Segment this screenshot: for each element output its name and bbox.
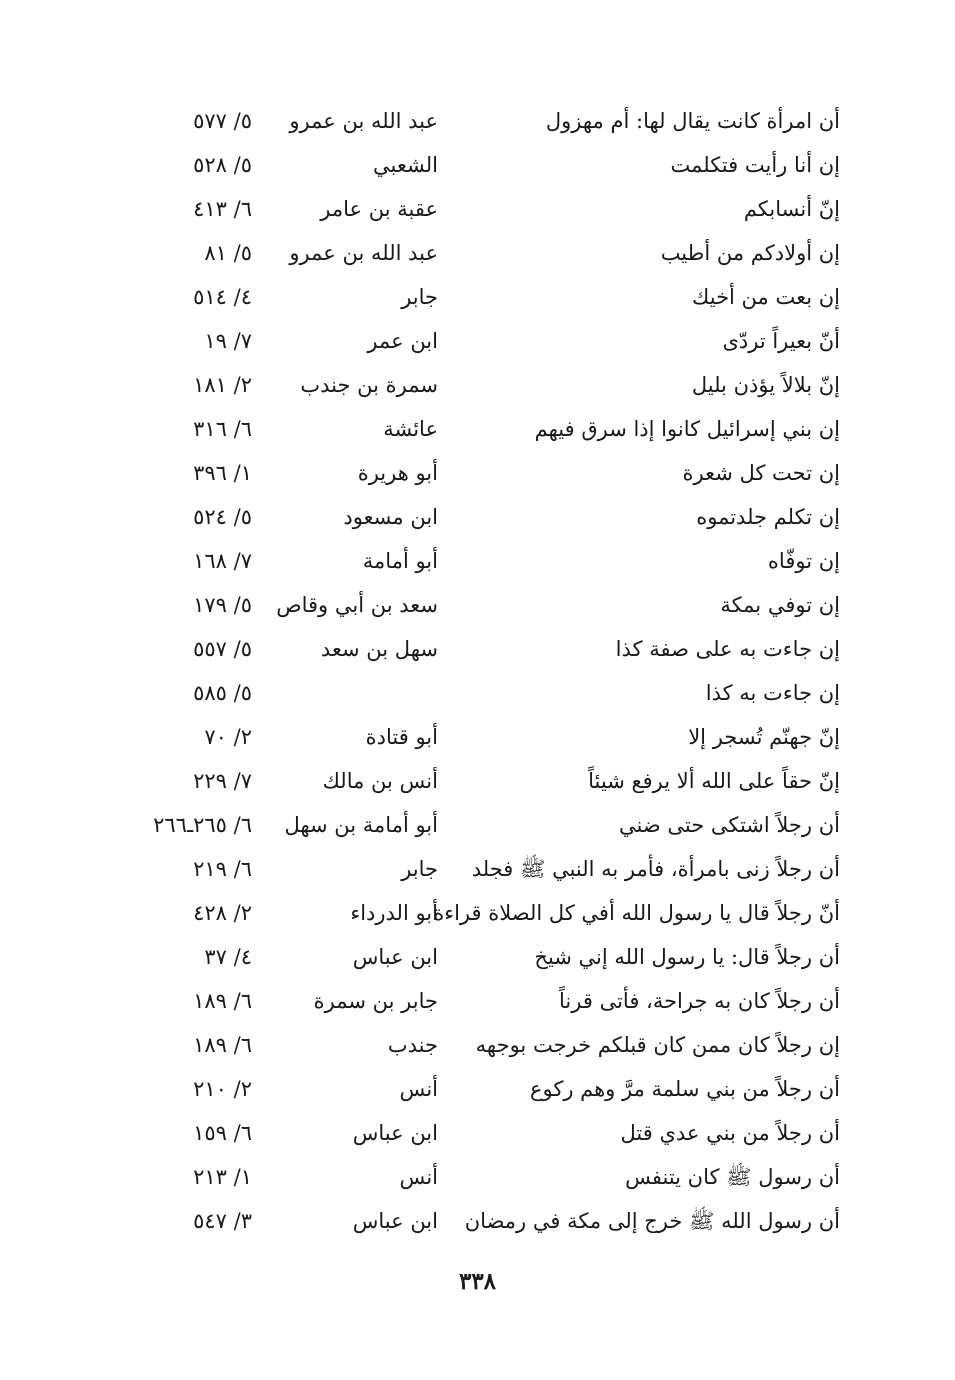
reference: ٦/ ١٨٩ (193, 989, 252, 1013)
hadith-text: إن تكلم جلدتموه (696, 505, 840, 529)
hadith-text: إنّ حقاً على الله ألا يرفع شيئاً (588, 769, 840, 793)
hadith-text: إنّ بلالاً يؤذن بليل (691, 373, 840, 397)
index-row (110, 407, 840, 451)
hadith-text: أن رجلاً اشتكى حتى ضني (619, 813, 840, 837)
hadith-text: أن رجلاً قال: يا رسول الله إني شيخ (534, 945, 840, 969)
hadith-text: إن رجلاً كان ممن كان قبلكم خرجت بوجهه (475, 1033, 840, 1057)
page-number: ٣٣٨ (458, 1268, 497, 1295)
index-row (110, 1067, 840, 1111)
narrator: ابن عباس (352, 1209, 438, 1233)
hadith-text: إن أنا رأيت فتكلمت (670, 153, 840, 177)
index-row (110, 275, 840, 319)
index-row (110, 99, 840, 143)
hadith-text: أنّ رجلاً قال يا رسول الله أفي كل الصلاة قراءة (433, 901, 840, 925)
index-row (110, 759, 840, 803)
hadith-text: أن امرأة كانت يقال لها: أم مهزول (545, 109, 840, 133)
narrator: أبو قتادة (365, 725, 438, 749)
narrator: أبو أمامة (362, 549, 438, 573)
narrator: سمرة بن جندب (300, 373, 438, 397)
index-row (110, 539, 840, 583)
reference: ٦/ ٢١٩ (193, 857, 252, 881)
narrator: ابن عباس (352, 1121, 438, 1145)
hadith-text: إن جاءت به كذا (705, 681, 840, 705)
narrator: ابن مسعود (343, 505, 438, 529)
hadith-text: إن توفي بمكة (720, 593, 840, 617)
narrator: ابن عمر (367, 329, 438, 353)
narrator (263, 671, 438, 715)
index-row (110, 143, 840, 187)
hadith-text: إن أولادكم من أطيب (660, 241, 840, 265)
reference: ٧/ ١٦٨ (193, 549, 252, 573)
hadith-text: أنّ بعيراً تردّى (722, 329, 840, 353)
reference: ٥/ ٥٥٧ (193, 637, 252, 661)
hadith-text: إن بعت من أخيك (692, 285, 840, 309)
index-row (110, 671, 840, 715)
reference: ١/ ٢١٣ (193, 1165, 252, 1189)
index-row (110, 583, 840, 627)
index-row (110, 231, 840, 275)
reference: ٦/ ٢٦٥ـ٢٦٦ (153, 813, 252, 837)
hadith-text: إن جاءت به على صفة كذا (615, 637, 840, 661)
hadith-index-table (110, 99, 840, 1243)
hadith-text: أن رجلاً زنى بامرأة، فأمر به النبي ﷺ فجلد (471, 857, 840, 881)
hadith-text: إن بني إسرائيل كانوا إذا سرق فيهم (534, 417, 840, 441)
reference: ٧/ ١٩ (204, 329, 252, 353)
hadith-text: أن رسول الله ﷺ خرج إلى مكة في رمضان (464, 1209, 840, 1233)
narrator: جابر بن سمرة (313, 989, 438, 1013)
narrator: سعد بن أبي وقاص (276, 593, 438, 617)
narrator: جابر (401, 285, 438, 309)
reference: ٧/ ٢٢٩ (193, 769, 252, 793)
reference: ٦/ ١٥٩ (193, 1121, 252, 1145)
hadith-text: أن رجلاً كان به جراحة، فأتى قرناً (559, 989, 840, 1013)
narrator: عبد الله بن عمرو (289, 109, 438, 133)
index-row (110, 187, 840, 231)
index-row (110, 1111, 840, 1155)
hadith-text: إن توفّاه (767, 549, 840, 573)
index-row (110, 979, 840, 1023)
narrator: سهل بن سعد (320, 637, 438, 661)
narrator: أنس بن مالك (322, 769, 438, 793)
index-row (110, 1023, 840, 1067)
reference: ٥/ ٥٢٨ (193, 153, 252, 177)
reference: ٥/ ٥٨٥ (193, 681, 252, 705)
reference: ٢/ ١٨١ (193, 373, 252, 397)
index-row (110, 847, 840, 891)
reference: ٥/ ٨١ (204, 241, 252, 265)
narrator: الشعبي (373, 153, 438, 177)
index-row (110, 803, 840, 847)
narrator: جندب (387, 1033, 438, 1057)
hadith-text: إنّ جهنّم تُسجر إلا (688, 725, 840, 749)
reference: ١/ ٣٩٦ (193, 461, 252, 485)
narrator: أبو هريرة (357, 461, 438, 485)
reference: ٤/ ٥١٤ (193, 285, 252, 309)
index-row (110, 891, 840, 935)
narrator: عقبة بن عامر (320, 197, 438, 221)
index-row (110, 1155, 840, 1199)
index-row (110, 627, 840, 671)
hadith-text: أن رجلاً من بني سلمة مرَّ وهم ركوع (529, 1077, 840, 1101)
reference: ٢/ ٢١٠ (193, 1077, 252, 1101)
reference: ٦/ ٣١٦ (193, 417, 252, 441)
reference: ٦/ ١٨٩ (193, 1033, 252, 1057)
narrator: أنس (399, 1077, 438, 1101)
hadith-text: أن رجلاً من بني عدي قتل (620, 1121, 840, 1145)
narrator: عبد الله بن عمرو (289, 241, 438, 265)
reference: ٥/ ١٧٩ (193, 593, 252, 617)
narrator: أبو الدرداء (350, 901, 438, 925)
reference: ٦/ ٤١٣ (193, 197, 252, 221)
narrator: أبو أمامة بن سهل (284, 813, 438, 837)
narrator: جابر (401, 857, 438, 881)
reference: ٣/ ٥٤٧ (193, 1209, 252, 1233)
reference: ٥/ ٥٧٧ (193, 109, 252, 133)
index-row (110, 1199, 840, 1243)
hadith-text: إن تحت كل شعرة (682, 461, 840, 485)
index-row (110, 363, 840, 407)
reference: ٤/ ٣٧ (204, 945, 252, 969)
narrator: ابن عباس (352, 945, 438, 969)
index-row (110, 495, 840, 539)
reference: ٢/ ٤٢٨ (193, 901, 252, 925)
index-row (110, 319, 840, 363)
hadith-text: أن رسول ﷺ كان يتنفس (625, 1165, 840, 1189)
index-row (110, 715, 840, 759)
index-row (110, 451, 840, 495)
narrator: عائشة (383, 417, 438, 441)
reference: ٢/ ٧٠ (204, 725, 252, 749)
narrator: أنس (399, 1165, 438, 1189)
index-row (110, 935, 840, 979)
hadith-text: إنّ أنسابكم (743, 197, 840, 221)
reference: ٥/ ٥٢٤ (193, 505, 252, 529)
